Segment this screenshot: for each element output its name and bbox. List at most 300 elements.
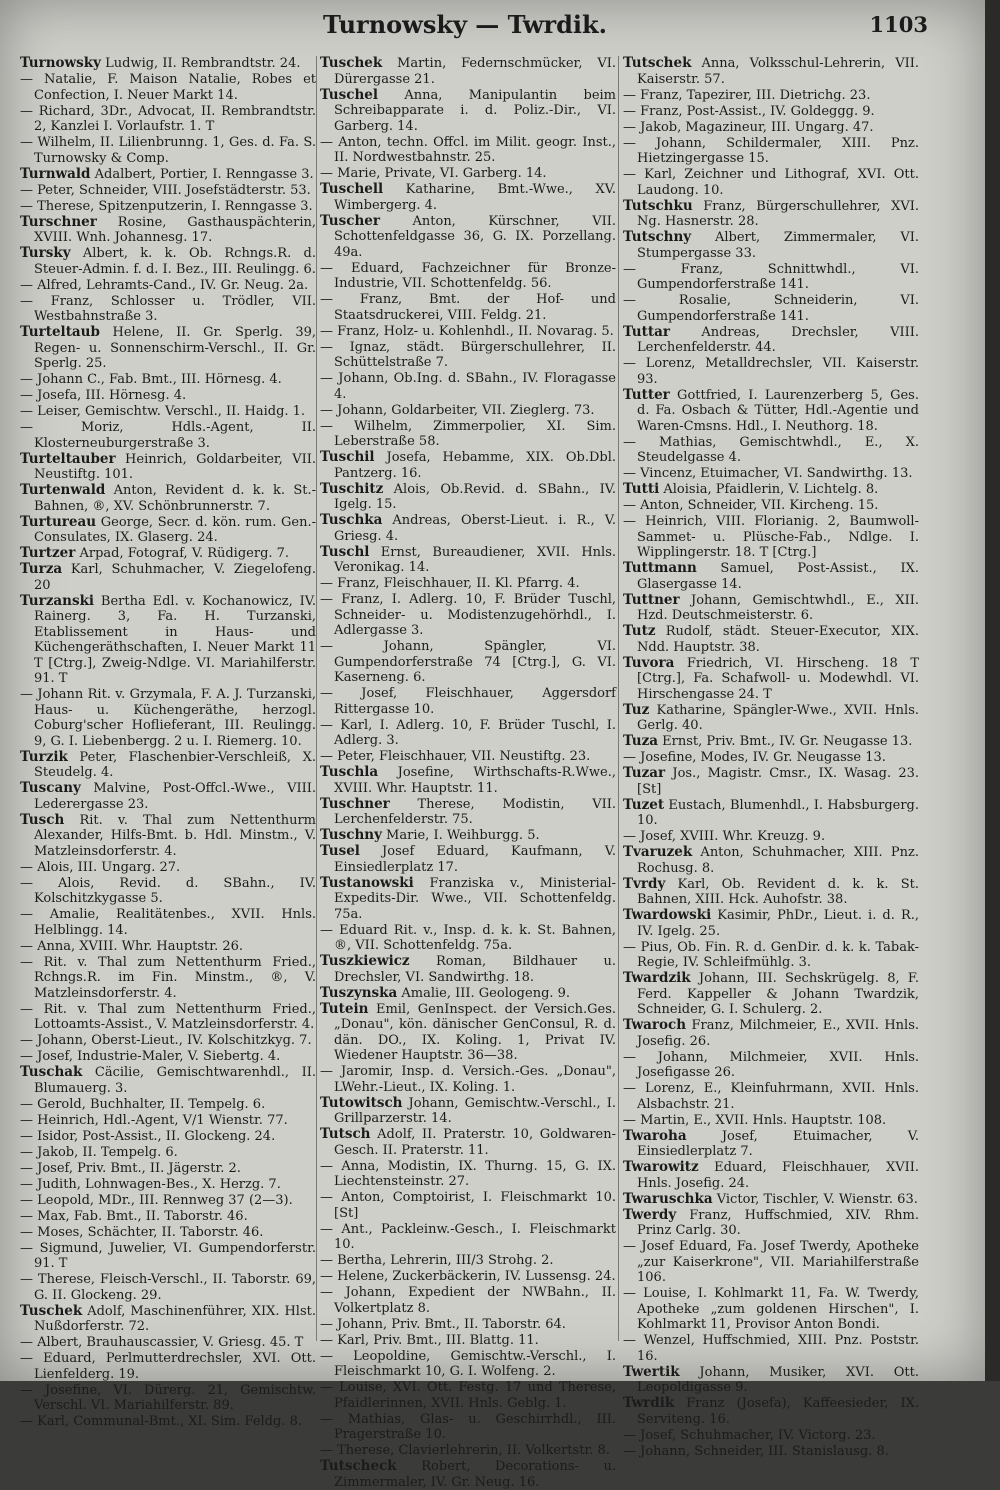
directory-entry <box>623 435 919 466</box>
running-header: Turnowsky — Twrdik. <box>322 10 608 39</box>
directory-entry <box>320 1002 616 1064</box>
directory-entry <box>320 513 616 544</box>
entry-text: Adolf, II. Praterstr. 10, Goldwaren-Gesch. II. Praterstr. 11. <box>334 1127 616 1158</box>
directory-entry <box>623 498 919 514</box>
entry-text: — Franz, Schnittwhdl., VI. Gumpendorferstraße 141. <box>623 261 919 292</box>
entry-surname: Twaroha <box>623 1127 687 1144</box>
entry-surname: Tuvora <box>623 654 675 671</box>
directory-entry <box>320 1096 616 1127</box>
directory-entry <box>20 404 316 420</box>
directory-entry <box>320 1190 616 1221</box>
entry-text: — Josef, Schuhmacher, IV. Victorg. 23. <box>623 1427 876 1443</box>
column-3 <box>623 55 919 1459</box>
directory-entry <box>623 1129 919 1160</box>
directory-entry <box>623 230 919 261</box>
entry-text: Andreas, Drechsler, VIII. Lerchenfelderstr. 44. <box>637 324 919 355</box>
entry-text: — Heinrich, VIII. Florianig. 2, Baumwoll-Sammet- u. Plüsche-Fab., Ndlge. I. Wipplingerstr. 18. T [Ctrg.] <box>623 514 919 560</box>
directory-entry <box>20 515 316 546</box>
entry-text: — Anton, Schneider, VII. Kircheng. 15. <box>623 498 879 513</box>
entry-text: — Amalie, Realitätenbes., XVII. Hnls. Helblingg. 14. <box>20 907 316 938</box>
entry-text: — Josef Eduard, Fa. Josef Twerdy, Apotheke „zur Kaiserkrone", VII. Mariahilferstraße 106. <box>623 1239 919 1285</box>
entry-text: — Ignaz, städt. Bürgerschullehrer, II. Schüttelstraße 7. <box>320 339 616 370</box>
entry-text: Rit. v. Thal zum Nettenthurm Alexander, Hilfs-Bmt. b. Hdl. Minstm., V. Matzleinsdorferstr. 4. <box>34 812 316 859</box>
directory-entry <box>320 182 616 213</box>
entry-text: — Peter, Schneider, VIII. Josefstädterstr. 53. <box>20 182 311 198</box>
entry-text: — Peter, Fleischhauer, VII. Neustiftg. 23. <box>320 749 591 764</box>
entry-text: — Franz, Tapezirer, III. Dietrichg. 23. <box>623 87 871 103</box>
directory-entry <box>20 1383 316 1414</box>
column-1 <box>20 55 316 1429</box>
entry-text: — Ant., Packleinw.-Gesch., I. Fleischmarkt 10. <box>320 1221 616 1252</box>
column-divider <box>618 56 619 1341</box>
directory-entry <box>623 750 919 766</box>
entry-surname: Tuscany <box>20 780 81 796</box>
entry-surname: Twardzik <box>623 970 691 986</box>
directory-entry <box>320 88 616 135</box>
entry-surname: Tutter <box>623 386 670 403</box>
entry-text: — Natalie, F. Maison Natalie, Robes et Confection, I. Neuer Markt 14. <box>20 72 316 103</box>
directory-entry <box>20 1335 316 1351</box>
entry-surname: Tuschek <box>320 55 383 71</box>
entry-text: — Max, Fab. Bmt., II. Taborstr. 46. <box>20 1208 248 1224</box>
directory-entry <box>623 829 919 845</box>
directory-entry <box>623 356 919 387</box>
entry-text: — Anton, Comptoirist, I. Fleischmarkt 10. [St] <box>320 1190 616 1221</box>
directory-entry <box>623 1428 919 1444</box>
directory-entry <box>320 765 616 796</box>
directory-entry <box>623 199 919 230</box>
entry-surname: Tutschek <box>623 55 692 71</box>
directory-entry <box>320 1459 616 1490</box>
entry-text: — Anna, Modistin, IX. Thurng. 15, G. IX. Liechtensteinstr. 27. <box>320 1158 616 1189</box>
entry-text: Peter, Flaschenbier-Verschleiß, X. Steudelg. 4. <box>34 749 316 780</box>
directory-entry <box>20 813 316 860</box>
entry-text: — Karl, Zeichner und Lithograf, XVI. Ott. Laudong. 10. <box>623 167 919 198</box>
entry-text: Roman, Bildhauer u. Drechsler, VI. Sandwirthg. 18. <box>334 954 616 985</box>
entry-text: Franz (Josefa), Kaffeesieder, IX. Serviteng. 16. <box>637 1396 919 1427</box>
directory-entry <box>320 292 616 323</box>
entry-text: — Martin, E., XVII. Hnls. Hauptstr. 108. <box>623 1112 887 1128</box>
entry-text: — Karl, Communal-Bmt., XI. Sim. Feldg. 8. <box>20 1414 302 1429</box>
directory-entry <box>623 766 919 797</box>
directory-entry <box>20 420 316 451</box>
entry-text: Katharine, Spängler-Wwe., XVII. Hnls. Gerlg. 40. <box>637 702 919 733</box>
entry-surname: Tuschak <box>20 1064 83 1080</box>
directory-entry <box>20 215 316 246</box>
directory-entry <box>20 1193 316 1209</box>
directory-entry <box>20 939 316 955</box>
entry-text: — Eduard, Fachzeichner für Bronze-Industrie, VII. Schottenfeldg. 56. <box>320 260 616 291</box>
directory-entry <box>623 593 919 624</box>
entry-text: — Johann, Schildermaler, XIII. Pnz. Hietzingergasse 15. <box>623 135 919 166</box>
directory-entry <box>320 135 616 166</box>
entry-text: Eduard, Fleischhauer, XVII. Hnls. Josefig. 24. <box>637 1160 919 1191</box>
entry-surname: Tuschel <box>320 86 378 103</box>
entry-text: — Karl, I. Adlerg. 10, F. Brüder Tuschl, I. Adlerg. 3. <box>320 717 616 748</box>
entry-text: — Johann, Goldarbeiter, VII. Zieglerg. 73. <box>320 402 595 418</box>
entry-text: — Eduard, Perlmutterdrechsler, XVI. Ott. Lienfelderg. 19. <box>20 1351 316 1382</box>
entry-text: Andreas, Oberst-Lieut. i. R., V. Griesg. 4. <box>334 513 616 544</box>
directory-entry <box>320 686 616 717</box>
entry-text: — Eduard Rit. v., Insp. d. k. k. St. Bahnen, ®, VII. Schottenfeldg. 75a. <box>320 922 616 953</box>
entry-text: Ernst, Priv. Bmt., IV. Gr. Neugasse 13. <box>658 734 913 749</box>
directory-entry <box>20 1414 316 1430</box>
entry-surname: Tuschell <box>320 181 384 197</box>
entry-text: — Helene, Zuckerbäckerin, IV. Lussensg. 24. <box>320 1269 616 1284</box>
directory-entry <box>320 844 616 875</box>
entry-text: — Josefine, Modes, IV. Gr. Neugasse 13. <box>623 750 886 765</box>
directory-entry <box>623 514 919 561</box>
directory-entry <box>320 1412 616 1443</box>
entry-text: — Therese, Spitzenputzerin, I. Renngasse 3. <box>20 198 313 214</box>
directory-entry <box>623 561 919 592</box>
column-divider <box>316 56 317 1341</box>
entry-text: — Heinrich, Hdl.-Agent, V/1 Wienstr. 77. <box>20 1112 288 1128</box>
directory-entry <box>623 1208 919 1239</box>
directory-entry <box>320 166 616 182</box>
entry-surname: Turnowsky <box>20 55 101 71</box>
entry-text: Franz, Huffschmied, XIV. Rhm. Prinz Carlg. 30. <box>637 1207 919 1238</box>
entry-text: — Josef, Priv. Bmt., II. Jägerstr. 2. <box>20 1160 241 1176</box>
entry-text: Adalbert, Portier, I. Renngasse 3. <box>90 166 314 182</box>
entry-text: Josefine, Wirthschafts-R.Wwe., XVIII. Whr. Hauptstr. 11. <box>334 765 616 796</box>
directory-entry <box>320 1127 616 1158</box>
entry-text: Josefa, Hebamme, XIX. Ob.Dbl. Pantzerg. 16. <box>334 450 616 481</box>
entry-text: Johann, Gemischtwhdl., E., XII. Hzd. Deutschmeisterstr. 6. <box>637 592 919 623</box>
entry-text: — Karl, Priv. Bmt., III. Blattg. 11. <box>320 1332 539 1348</box>
entry-surname: Turzik <box>20 748 68 765</box>
entry-text: Alois, Ob.Revid. d. SBahn., IV. Igelg. 15. <box>334 481 616 512</box>
directory-entry <box>623 1113 919 1129</box>
entry-text: — Pius, Ob. Fin. R. d. GenDir. d. k. k. Tabak-Regie, IV. Schleifmühlg. 3. <box>623 939 919 970</box>
entry-text: — Bertha, Lehrerin, III/3 Strohg. 2. <box>320 1253 554 1268</box>
entry-surname: Turtenwald <box>20 482 106 498</box>
entry-surname: Twaruschka <box>623 1190 713 1207</box>
directory-entry <box>623 1396 919 1427</box>
entry-text: — Richard, 3Dr., Advocat, II. Rembrandtstr. 2, Kanzlei I. Vorlaufstr. 1. T <box>20 103 316 134</box>
entry-surname: Tuschla <box>320 764 379 780</box>
entry-text: — Franz, Schlosser u. Trödler, VII. Westbahnstraße 3. <box>20 293 316 324</box>
directory-entry <box>20 294 316 325</box>
entry-text: — Josef, Industrie-Maler, V. Siebertg. 4. <box>20 1049 281 1064</box>
entry-text: Franz, Bürgerschullehrer, XVI. Ng. Hasnerstr. 28. <box>637 198 919 229</box>
directory-entry <box>20 1065 316 1096</box>
directory-entry <box>623 971 919 1018</box>
directory-entry <box>320 1380 616 1411</box>
entry-text: — Gerold, Buchhalter, II. Tempelg. 6. <box>20 1096 266 1112</box>
directory-entry <box>623 1286 919 1333</box>
directory-entry <box>623 908 919 939</box>
entry-text: — Moriz, Hdls.-Agent, II. Klosterneuburgerstraße 3. <box>20 420 316 451</box>
directory-entry <box>320 592 616 639</box>
entry-text: — Vincenz, Etuimacher, VI. Sandwirthg. 13. <box>623 466 913 481</box>
entry-text: Albert, k. k. Ob. Rchngs.R. d. Steuer-Admin. f. d. I. Bez., III. Reulingg. 6. <box>34 246 316 277</box>
directory-entry <box>20 56 316 72</box>
directory-entry <box>320 876 616 923</box>
directory-entry <box>20 1272 316 1303</box>
directory-entry <box>20 781 316 812</box>
directory-entry <box>20 1304 316 1335</box>
entry-surname: Turtureau <box>20 513 97 530</box>
entry-text: Heinrich, Goldarbeiter, VII. Neustiftg. 101. <box>34 451 316 482</box>
directory-entry <box>20 594 316 687</box>
entry-text: Johann, III. Sechskrügelg. 8, F. Ferd. Kappeller & Johann Twardzik, Schneider, G. I. Schulerg. 2. <box>637 971 919 1017</box>
entry-text: George, Secr. d. kön. rum. Gen.-Consulates, IX. Glaserg. 24. <box>34 514 316 545</box>
entry-text: — Franz, Post-Assist., IV. Goldeggg. 9. <box>623 103 875 119</box>
directory-entry <box>623 940 919 971</box>
directory-entry <box>20 278 316 294</box>
entry-text: Amalie, III. Geologeng. 9. <box>397 985 571 1001</box>
entry-text: Katharine, Bmt.-Wwe., XV. Wimbergerg. 4. <box>334 182 616 213</box>
directory-entry <box>20 1097 316 1113</box>
directory-entry <box>320 1222 616 1253</box>
directory-entry <box>20 483 316 514</box>
entry-text: — Lorenz, E., Kleinfuhrmann, XVII. Hnls. Alsbachstr. 21. <box>623 1081 919 1112</box>
directory-entry <box>320 545 616 576</box>
entry-text: — Anna, XVIII. Whr. Hauptstr. 26. <box>20 938 244 954</box>
directory-entry <box>320 419 616 450</box>
entry-text: Aloisia, Pfaidlerin, V. Lichtelg. 8. <box>659 482 879 497</box>
entry-text: — Wilhelm, Zimmerpolier, XI. Sim. Leberstraße 58. <box>320 418 616 449</box>
entry-text: Josef, Etuimacher, V. Einsiedlerplatz 7. <box>637 1128 919 1159</box>
directory-entry <box>320 1333 616 1349</box>
entry-surname: Turteltaub <box>20 324 100 340</box>
directory-entry <box>20 388 316 404</box>
entry-text: — Jakob, II. Tempelg. 6. <box>20 1144 178 1160</box>
entry-text: — Jaromir, Insp. d. Versich.-Ges. „Donau", LWehr.-Lieut., IX. Koling. 1. <box>320 1064 616 1095</box>
entry-surname: Tustanowski <box>320 874 414 891</box>
entry-text: — Franz, I. Adlerg. 10, F. Brüder Tuschl, Schneider- u. Modistenzugehörhdl., I. Adlergasse 3. <box>320 592 616 638</box>
entry-surname: Tutschny <box>623 229 692 245</box>
entry-surname: Tuzar <box>623 765 666 781</box>
entry-surname: Turzanski <box>20 592 95 609</box>
directory-entry <box>623 1192 919 1208</box>
entry-text: — Josefine, VI. Dürerg. 21, Gemischtw. Verschl. VI. Mariahilferstr. 89. <box>20 1382 316 1413</box>
directory-entry <box>20 199 316 215</box>
directory-entry <box>320 56 616 87</box>
entry-text: — Wilhelm, II. Lilienbrunng. 1, Ges. d. Fa. S. Turnowsky & Comp. <box>20 135 316 166</box>
directory-entry <box>320 1253 616 1269</box>
entry-text: — Sigmund, Juwelier, VI. Gumpendorferstr. 91. T <box>20 1240 316 1271</box>
directory-entry <box>320 749 616 765</box>
entry-surname: Twarowitz <box>623 1159 699 1175</box>
entry-text: Kasimir, PhDr., Lieut. i. d. R., IV. Igelg. 25. <box>637 908 919 939</box>
directory-entry <box>20 750 316 781</box>
entry-text: — Therese, Fleisch-Verschl., II. Taborstr. 69, G. II. Glockeng. 29. <box>20 1272 316 1303</box>
entry-text: Anton, Kürschner, VII. Schottenfeldgasse 36, G. IX. Porzellang. 49a. <box>334 213 616 260</box>
entry-surname: Twerdy <box>623 1206 677 1223</box>
directory-entry <box>320 718 616 749</box>
entry-text: Friedrich, VI. Hirscheng. 18 T [Ctrg.], Fa. Schafwoll- u. Modewhdl. VI. Hirschengasse 24. T <box>637 655 919 702</box>
entry-surname: Tuschner <box>320 795 390 812</box>
entry-text: — Isidor, Post-Assist., II. Glockeng. 24. <box>20 1128 276 1144</box>
entry-text: — Johann, Milchmeier, XVII. Hnls. Josefigasse 26. <box>623 1049 919 1080</box>
entry-surname: Tuzet <box>623 796 665 813</box>
directory-entry <box>320 954 616 985</box>
directory-entry <box>320 1349 616 1380</box>
entry-text: — Mathias, Gemischtwhdl., E., X. Steudelgasse 4. <box>623 434 919 465</box>
directory-entry <box>623 88 919 104</box>
entry-text: — Alois, Revid. d. SBahn., IV. Kolschitzkygasse 5. <box>20 875 316 906</box>
entry-text: Anton, Revident d. k. k. St.-Bahnen, ®, XV. Schönbrunnerstr. 7. <box>34 483 316 514</box>
entry-text: Rudolf, städt. Steuer-Executor, XIX. Ndd. Hauptstr. 38. <box>637 624 919 655</box>
directory-entry <box>320 1443 616 1459</box>
entry-surname: Tuszkiewicz <box>320 953 410 969</box>
directory-entry <box>623 293 919 324</box>
entry-surname: Tuscher <box>320 212 380 229</box>
entry-text: — Josef, XVIII. Whr. Kreuzg. 9. <box>623 829 826 844</box>
directory-entry <box>320 450 616 481</box>
entry-text: Ludwig, II. Rembrandtstr. 24. <box>100 56 301 71</box>
entry-text: — Jakob, Magazineur, III. Ungarg. 47. <box>623 119 874 135</box>
directory-entry <box>623 734 919 750</box>
directory-entry <box>20 860 316 876</box>
directory-entry <box>320 828 616 844</box>
directory-entry <box>623 325 919 356</box>
entry-text: — Rit. v. Thal zum Nettenthurm Fried., Lottoamts-Assist., V. Matzleinsdorferstr. 4. <box>20 1001 316 1032</box>
directory-entry <box>623 845 919 876</box>
entry-text: Marie, I. Weihburgg. 5. <box>381 828 540 843</box>
entry-surname: Tuschitz <box>320 480 384 497</box>
directory-entry <box>623 1444 919 1460</box>
entry-text: — Alois, III. Ungarg. 27. <box>20 859 181 875</box>
entry-surname: Tutz <box>623 623 656 639</box>
entry-text: — Johann, Oberst-Lieut., IV. Kolschitzkyg. 7. <box>20 1033 312 1048</box>
column-2 <box>320 55 616 1490</box>
directory-entry <box>623 466 919 482</box>
entry-surname: Tuschny <box>320 827 382 843</box>
directory-entry <box>20 1033 316 1049</box>
directory-entry <box>320 340 616 371</box>
directory-entry <box>20 1351 316 1382</box>
entry-text: Adolf, Maschinenführer, XIX. Hlst. Nußdorferstr. 72. <box>34 1303 316 1334</box>
directory-entry <box>623 656 919 703</box>
entry-text: — Rit. v. Thal zum Nettenthurm Fried., Rchngs.R. im Fin. Minstm., ®, V. Matzleinsdorferstr. 4. <box>20 954 316 1001</box>
directory-entry <box>20 372 316 388</box>
entry-text: — Rosalie, Schneiderin, VI. Gumpendorferstraße 141. <box>623 293 919 324</box>
directory-entry <box>623 1050 919 1081</box>
entry-text: — Leopold, MDr., III. Rennweg 37 (2—3). <box>20 1192 293 1208</box>
entry-text: — Moses, Schächter, II. Taborstr. 46. <box>20 1224 264 1240</box>
entry-surname: Turschner <box>20 213 97 230</box>
directory-entry <box>320 403 616 419</box>
entry-text: — Albert, Brauhauscassier, V. Griesg. 45. T <box>20 1335 304 1350</box>
entry-text: Cäcilie, Gemischtwarenhdl., II. Blumauerg. 3. <box>34 1065 316 1096</box>
entry-text: — Franz, Bmt. der Hof- und Staatsdruckerei, VIII. Feldg. 21. <box>320 292 616 323</box>
entry-surname: Tusel <box>320 843 360 859</box>
entry-text: Gottfried, I. Laurenzerberg 5, Ges. d. Fa. Osbach & Tütter, Hdl.-Agentie und Waren-Cmsns. Hdl., I. Neuthorg. 18. <box>637 387 919 434</box>
directory-entry <box>623 1018 919 1049</box>
entry-text: Anna, Manipulantin beim Schreibapparate i. d. Poliz.-Dir., VI. Garberg. 14. <box>334 87 616 134</box>
directory-entry <box>20 104 316 135</box>
entry-text: Albert, Zimmermaler, VI. Stumpergasse 33. <box>637 230 919 261</box>
entry-text: — Johann C., Fab. Bmt., III. Hörnesg. 4. <box>20 372 282 387</box>
entry-surname: Twardowski <box>623 907 712 923</box>
directory-entry <box>20 687 316 749</box>
entry-text: Johann, Gemischtw.-Verschl., I. Grillparzerstr. 14. <box>334 1095 616 1126</box>
directory-entry <box>20 1145 316 1161</box>
entry-text: — Leiser, Gemischtw. Verschl., II. Haidg. 1. <box>20 404 306 419</box>
entry-text: Karl, Schuhmacher, V. Ziegelofeng. 20 <box>34 562 316 593</box>
entry-text: Ernst, Bureaudiener, XVII. Hnls. Veronikag. 14. <box>334 544 616 575</box>
entry-text: — Johann, Spängler, VI. Gumpendorferstraße 74 [Ctrg.], G. VI. Kaserneng. 6. <box>320 639 616 685</box>
entry-surname: Tursky <box>20 245 71 261</box>
directory-entry <box>623 120 919 136</box>
directory-entry <box>20 562 316 593</box>
entry-text: Jos., Magistr. Cmsr., IX. Wasag. 23. [St] <box>637 766 919 797</box>
entry-text: — Franz, Holz- u. Kohlenhdl., II. Novarag. 5. <box>320 323 614 339</box>
directory-entry <box>623 1333 919 1364</box>
entry-surname: Tuschka <box>320 512 383 528</box>
directory-entry <box>20 1209 316 1225</box>
directory-entry <box>20 246 316 277</box>
entry-surname: Twaroch <box>623 1017 687 1033</box>
directory-entry <box>20 1002 316 1033</box>
directory-entry <box>623 703 919 734</box>
entry-text: Bertha Edl. v. Kochanowicz, IV. Rainerg. 3, Fa. H. Turzanski, Etablissement in Haus- und Küchengeräthschaften, I. Neuer Markt 11 T [Ctrg.], Zweig-Ndlge. VI. Mariahilferstr. 91. T <box>34 593 316 686</box>
entry-text: — Josef, Fleischhauer, Aggersdorf Rittergasse 10. <box>320 686 616 717</box>
directory-entry <box>20 1241 316 1272</box>
directory-entry <box>623 1365 919 1396</box>
directory-entry <box>20 546 316 562</box>
directory-entry <box>20 1129 316 1145</box>
entry-text: — Marie, Private, VI. Garberg. 14. <box>320 166 547 181</box>
entry-text: Eustach, Blumenhdl., I. Habsburgerg. 10. <box>637 797 919 828</box>
entry-text: — Lorenz, Metalldrechsler, VII. Kaiserstr. 93. <box>623 356 919 387</box>
directory-entry <box>320 1159 616 1190</box>
scan-edge <box>985 0 1000 1381</box>
directory-entry <box>623 877 919 908</box>
entry-surname: Twrdik <box>623 1395 675 1411</box>
entry-text: Arpad, Fotograf, V. Rüdigerg. 7. <box>75 546 290 561</box>
entry-surname: Turnwald <box>20 165 91 182</box>
entry-text: Rosine, Gasthauspächterin, XVIII. Wnh. Johannesg. 17. <box>34 214 316 245</box>
directory-entry <box>20 1225 316 1241</box>
directory-entry <box>20 907 316 938</box>
entry-text: — Johann, Priv. Bmt., II. Taborstr. 64. <box>320 1316 566 1332</box>
directory-entry <box>623 388 919 435</box>
entry-surname: Tuza <box>623 733 659 749</box>
entry-text: — Mathias, Glas- u. Geschirrhdl., III. Pragerstraße 10. <box>320 1411 616 1442</box>
entry-text: — Judith, Lohnwagen-Bes., X. Herzg. 7. <box>20 1176 281 1192</box>
directory-entry <box>623 624 919 655</box>
directory-entry <box>623 1081 919 1112</box>
directory-entry <box>20 1161 316 1177</box>
entry-surname: Turtzer <box>20 545 76 561</box>
entry-text: Victor, Tischler, V. Wienstr. 63. <box>712 1191 918 1207</box>
directory-entry <box>623 167 919 198</box>
entry-text: Anton, Schuhmacher, XIII. Pnz. Rochusg. 8. <box>637 845 919 876</box>
entry-surname: Twertik <box>623 1363 680 1380</box>
directory-entry <box>320 482 616 513</box>
entry-text: — Therese, Clavierlehrerin, II. Volkertstr. 8. <box>320 1443 610 1458</box>
entry-text: Martin, Federnschmücker, VI. Dürergasse 21. <box>334 56 616 87</box>
entry-text: Josef Eduard, Kaufmann, V. Einsiedlerplatz 17. <box>334 844 616 875</box>
entry-surname: Tutsch <box>320 1126 371 1142</box>
directory-entry <box>20 1177 316 1193</box>
directory-entry <box>20 955 316 1002</box>
entry-text: — Alfred, Lehramts-Cand., IV. Gr. Neug. 2a. <box>20 277 309 293</box>
entry-surname: Tusch <box>20 811 65 828</box>
directory-entry <box>320 1064 616 1095</box>
directory-entry <box>320 923 616 954</box>
directory-entry <box>320 1285 616 1316</box>
entry-text: Malvine, Post-Offcl.-Wwe., VIII. Lederergasse 23. <box>34 781 316 812</box>
directory-entry <box>623 104 919 120</box>
entry-text: Karl, Ob. Revident d. k. k. St. Bahnen, XIII. Hck. Auhofstr. 38. <box>637 876 919 907</box>
directory-entry <box>320 639 616 686</box>
entry-surname: Tutscheck <box>320 1458 397 1474</box>
